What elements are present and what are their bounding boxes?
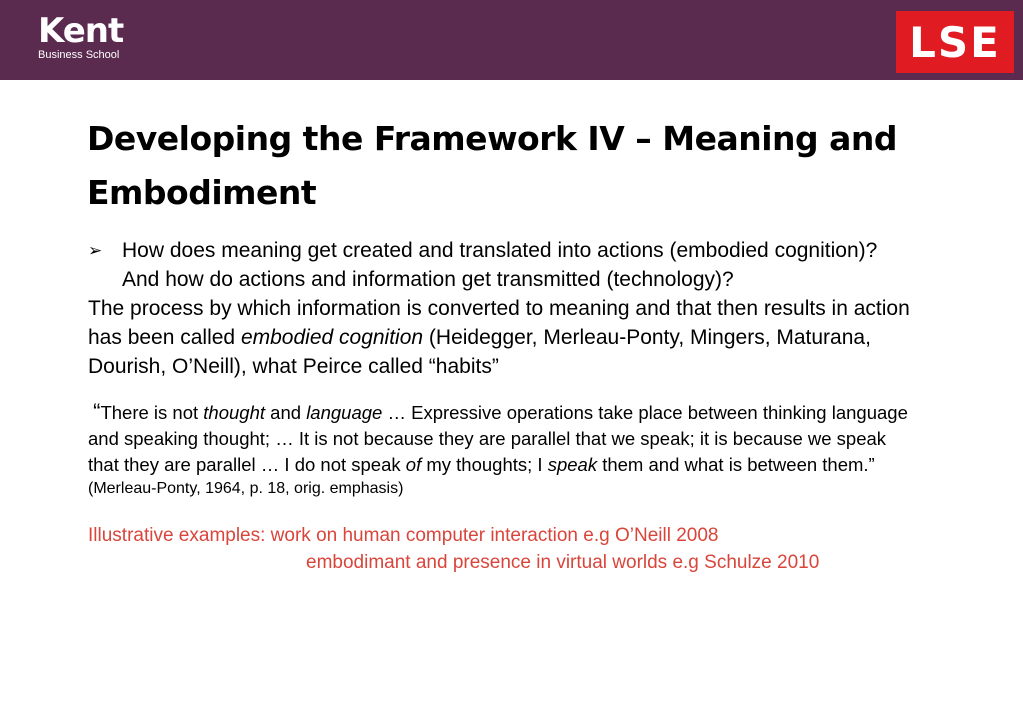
quote-text-3: … Expressive operations take place between thinking language and speaking thought; … It is not because they are parallel that we speak; it is because we speak that they are parallel … I do not speak: [88, 402, 908, 475]
kent-business-school-logo: [38, 11, 124, 61]
slide-body: [88, 236, 918, 576]
bullet-text: How does meaning get created and translated into actions (embodied cognition)? And how do actions and information get transmitted (technology)?: [122, 239, 878, 291]
embodied-cognition-paragraph: [88, 294, 918, 381]
quote-emphasis-thought: thought: [203, 402, 266, 423]
quote-emphasis-of: of: [405, 454, 422, 475]
lse-logo-text: LSE: [909, 17, 1001, 67]
quote-emphasis-speak: speak: [547, 454, 598, 475]
kent-logo-word: Kent: [38, 11, 124, 51]
slide-title: Developing the Framework IV – Meaning and Embodiment: [87, 119, 898, 212]
para-emphasis: embodied cognition: [240, 326, 424, 349]
kent-logo-subtitle: Business School: [38, 49, 120, 61]
quote-open-mark: “: [93, 399, 101, 424]
lse-logo: [896, 11, 1014, 73]
illustrative-examples: [88, 522, 918, 576]
quote-citation: (Merleau-Ponty, 1964, p. 18, orig. emphasis): [88, 480, 404, 497]
merleau-ponty-quote: [88, 399, 918, 478]
header-bar: [0, 0, 1023, 80]
quote-text-2: and: [265, 402, 307, 423]
quote-text-5: them and what is between them.”: [597, 454, 875, 475]
examples-line-1: Illustrative examples: work on human computer interaction e.g O’Neill 2008: [88, 525, 719, 546]
bullet-item: [88, 236, 918, 294]
examples-line-2: embodimant and presence in virtual worlds e.g Schulze 2010: [306, 552, 820, 573]
para-part1: The process by which information is converted to meaning and that then results in action has been called: [88, 297, 910, 349]
arrow-bullet-icon: ➢: [88, 241, 103, 260]
quote-text-4: my thoughts; I: [421, 454, 548, 475]
quote-text-1: There is not: [100, 402, 204, 423]
para-part2: (Heidegger, Merleau-Ponty, Mingers, Maturana, Dourish, O’Neill), what Peirce called “habits”: [88, 326, 871, 378]
quote-emphasis-language: language: [306, 402, 383, 423]
